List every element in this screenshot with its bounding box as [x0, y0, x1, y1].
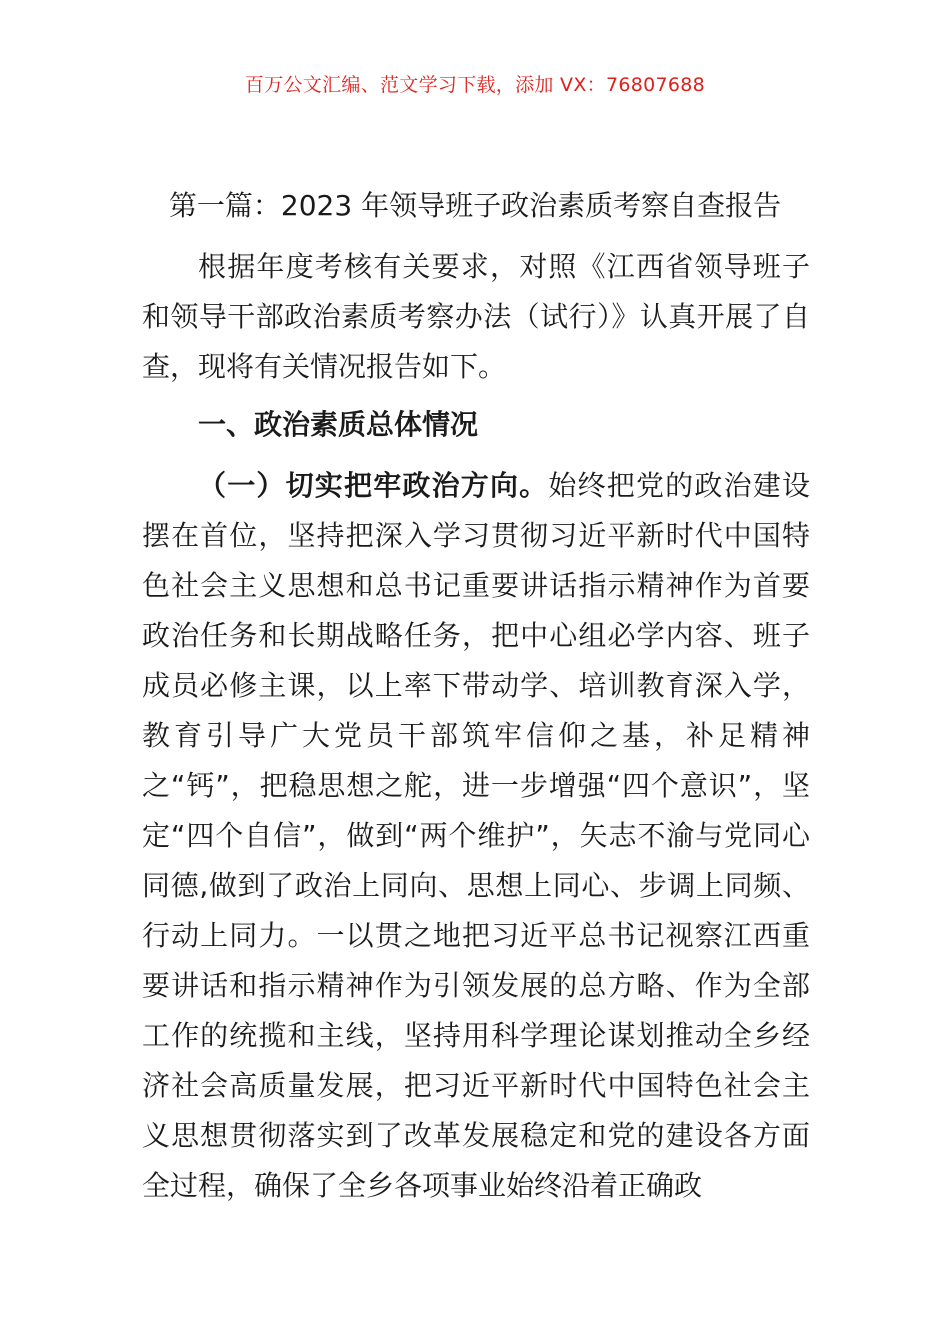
section-lead: （一）切实把牢政治方向。	[198, 469, 549, 502]
intro-paragraph: 根据年度考核有关要求，对照《江西省领导班子和领导干部政治素质考察办法（试行）》认真开展了自查，现将有关情况报告如下。	[142, 250, 810, 383]
watermark-header: 百万公文汇编、范文学习下载，添加 VX：76807688	[244, 74, 706, 96]
section-heading: 一、政治素质总体情况	[198, 408, 479, 441]
section-body: 始终把党的政治建设摆在首位，坚持把深入学习贯彻习近平新时代中国特色社会主义思想和总书记重要讲话指示精神作为首要政治任务和长期战略任务，把中心组必学内容、班子成员必修主课，以上率下带动学、培训教育深入学，教育引导广大党员干部筑牢信仰之基，补足精神之“钙”，把稳思想之舵，进一步增强“四个意识”，坚定“四个自信”，做到“两个维护”，矢志不渝与党同心同德,做到了政治上同向、思想上同心、步调上同频、行动上同力。一以贯之地把习近平总书记视察江西重要讲话和指示精神作为引领发展的总方略、作为全部工作的统揽和主线，坚持用科学理论谋划推动全乡经济社会高质量发展，把习近平新时代中国特色社会主义思想贯彻落实到了改革发展稳定和党的建设各方面全过程，确保了全乡各项事业始终沿着正确政	[142, 469, 810, 1202]
document-title: 第一篇：2023 年领导班子政治素质考察自查报告	[168, 189, 782, 222]
section-paragraph	[142, 461, 810, 1211]
